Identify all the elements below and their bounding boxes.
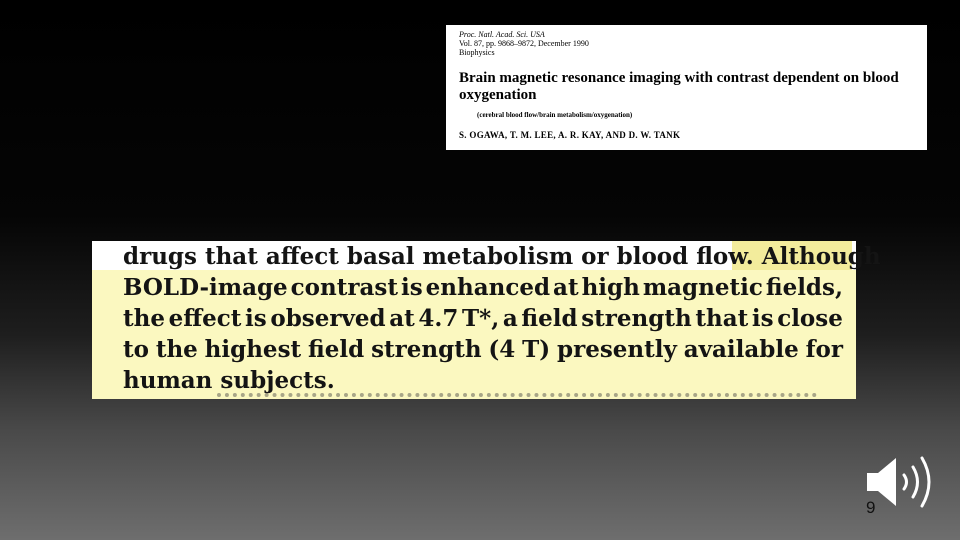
excerpt-word: for: [805, 336, 843, 363]
excerpt-word: fields,: [765, 274, 843, 301]
excerpt-word: is: [400, 274, 423, 301]
excerpt-line-5: human subjects.: [123, 367, 335, 394]
paper-keywords: (cerebral blood flow/brain metabolism/oxygenation): [477, 111, 633, 119]
excerpt-line-2: [123, 272, 843, 303]
highlighted-excerpt-image: [92, 241, 881, 399]
excerpt-word: is: [245, 305, 267, 332]
excerpt-word: at: [389, 305, 415, 332]
excerpt-word: strength: [581, 305, 692, 332]
excerpt-word: available: [683, 336, 799, 363]
excerpt-word: highest: [204, 336, 302, 363]
excerpt-word: effect: [168, 305, 242, 332]
excerpt-word: (4: [488, 336, 516, 363]
excerpt-word: the: [155, 336, 198, 363]
paper-title: Brain magnetic resonance imaging with contrast dependent on blood oxygenation: [459, 70, 899, 103]
excerpt-word: is: [751, 305, 774, 332]
cutoff-next-line: [217, 393, 817, 405]
excerpt-line-1: [123, 241, 881, 272]
excerpt-line-1-text: drugs that affect basal metabolism or blood flow.: [123, 243, 754, 270]
journal-volume: Vol. 87, pp. 9868–9872, December 1990: [459, 39, 589, 48]
excerpt-word: presently: [557, 336, 677, 363]
excerpt-word: strength: [371, 336, 482, 363]
excerpt-word: close: [777, 305, 843, 332]
excerpt-word: to: [123, 336, 149, 363]
excerpt-word: a: [502, 305, 518, 332]
excerpt-word: that: [695, 305, 749, 332]
excerpt-word: field: [521, 305, 578, 332]
excerpt-word: T*,: [462, 305, 500, 332]
excerpt-word: BOLD-image: [123, 274, 288, 301]
excerpt-word: observed: [270, 305, 386, 332]
excerpt-word: high: [581, 274, 640, 301]
excerpt-word: magnetic: [642, 274, 763, 301]
excerpt-word: at: [553, 274, 579, 301]
excerpt-text: [123, 241, 881, 396]
paper-header-image: [446, 25, 927, 150]
slide-number: 9: [866, 498, 876, 517]
excerpt-word: field: [308, 336, 365, 363]
excerpt-word: 4.7: [418, 305, 459, 332]
paper-authors: S. OGAWA, T. M. LEE, A. R. KAY, AND D. W. TANK: [459, 130, 681, 140]
journal-section: Biophysics: [459, 48, 495, 57]
journal-name: Proc. Natl. Acad. Sci. USA: [459, 30, 545, 39]
excerpt-word: contrast: [290, 274, 398, 301]
excerpt-line-4: [123, 334, 843, 365]
excerpt-word: enhanced: [425, 274, 551, 301]
excerpt-line-1-highlight: Although: [761, 243, 881, 270]
excerpt-word: T): [522, 336, 551, 363]
excerpt-word: the: [123, 305, 165, 332]
excerpt-line-3: [123, 303, 843, 334]
